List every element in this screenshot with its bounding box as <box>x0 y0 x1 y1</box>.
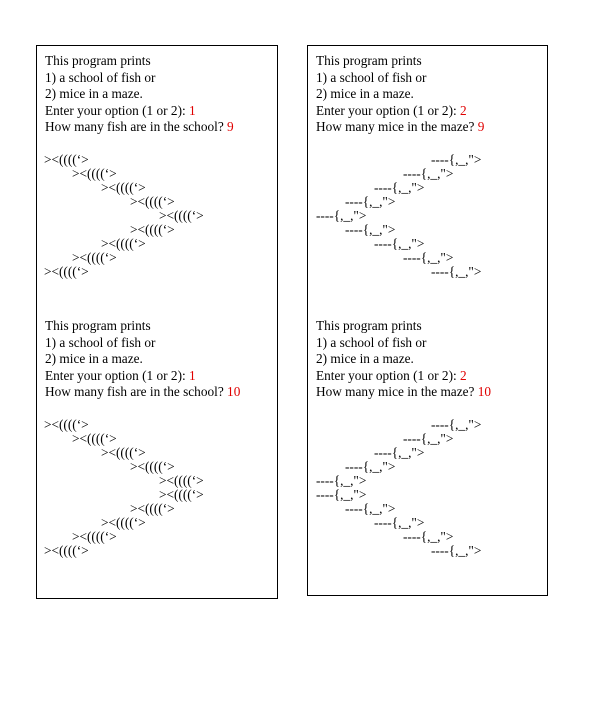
mice-run-10-text <box>316 318 543 401</box>
mouse-art: ----{,_,"> <box>316 487 367 502</box>
option-answer: 2 <box>460 367 467 383</box>
fish-art: ><((((‘> <box>159 473 204 488</box>
mouse-art: ----{,_,"> <box>345 459 396 474</box>
mouse-art: ----{,_,"> <box>403 166 454 181</box>
option-answer: 1 <box>189 102 196 118</box>
option-prompt-text: Enter your option (1 or 2): <box>45 102 190 118</box>
option-prompt-text: Enter your option (1 or 2): <box>45 367 190 383</box>
option-prompt-text: Enter your option (1 or 2): <box>316 367 461 383</box>
intro-line-2: 1) a school of fish or <box>316 69 427 85</box>
mouse-art: ----{,_,"> <box>345 194 396 209</box>
intro-line-3: 2) mice in a maze. <box>316 86 414 101</box>
fish-art: ><((((‘> <box>101 445 146 460</box>
mouse-art: ----{,_,"> <box>431 543 482 558</box>
count-prompt-text: How many fish are in the school? <box>45 384 228 399</box>
option-prompt <box>45 103 273 120</box>
mouse-art: ----{,_,"> <box>403 250 454 265</box>
fish-art: ><((((‘> <box>44 417 89 432</box>
option-answer: 1 <box>189 367 196 383</box>
intro-line-2: 1) a school of fish or <box>45 69 156 85</box>
fish-art: ><((((‘> <box>44 543 89 558</box>
fish-art: ><((((‘> <box>130 222 175 237</box>
count-answer: 9 <box>227 119 234 134</box>
count-prompt <box>45 119 273 136</box>
fish-art: ><((((‘> <box>72 166 117 181</box>
mouse-art: ----{,_,"> <box>316 473 367 488</box>
option-answer: 2 <box>460 102 467 118</box>
intro-line-1: This program prints <box>316 318 422 333</box>
option-prompt <box>45 368 273 385</box>
count-prompt <box>316 384 543 401</box>
count-prompt-text: How many fish are in the school? <box>45 119 228 134</box>
mouse-art: ----{,_,"> <box>431 152 482 167</box>
count-prompt-text: How many mice in the maze? <box>316 384 478 399</box>
fish-art: ><((((‘> <box>130 501 175 516</box>
intro-line-1: This program prints <box>45 53 151 68</box>
mice-output-panel <box>307 45 548 596</box>
fish-art: ><((((‘> <box>72 250 117 265</box>
mice-run-9-text <box>316 53 543 136</box>
fish-art: ><((((‘> <box>44 152 89 167</box>
mouse-art: ----{,_,"> <box>403 431 454 446</box>
mouse-art: ----{,_,"> <box>374 515 425 530</box>
fish-output-panel <box>36 45 278 599</box>
fish-art: ><((((‘> <box>130 194 175 209</box>
fish-run-10-text <box>45 318 273 401</box>
count-answer: 10 <box>227 384 241 399</box>
mouse-art: ----{,_,"> <box>374 236 425 251</box>
intro-line-1: This program prints <box>45 318 151 333</box>
mouse-art: ----{,_,"> <box>345 222 396 237</box>
count-prompt <box>316 119 543 136</box>
fish-art: ><((((‘> <box>72 431 117 446</box>
mouse-art: ----{,_,"> <box>431 417 482 432</box>
intro-line-2: 1) a school of fish or <box>316 334 427 350</box>
intro-line-3: 2) mice in a maze. <box>316 351 414 366</box>
intro-line-1: This program prints <box>316 53 422 68</box>
count-prompt <box>45 384 273 401</box>
option-prompt-text: Enter your option (1 or 2): <box>316 102 461 118</box>
fish-run-9-text <box>45 53 273 136</box>
count-answer: 10 <box>477 384 492 399</box>
intro-line-3: 2) mice in a maze. <box>45 351 143 366</box>
mouse-art: ----{,_,"> <box>431 264 482 279</box>
mouse-art: ----{,_,"> <box>374 180 425 195</box>
fish-art: ><((((‘> <box>44 264 89 279</box>
count-answer: 9 <box>477 119 485 134</box>
option-prompt <box>316 368 543 385</box>
mouse-art: ----{,_,"> <box>374 445 425 460</box>
mouse-art: ----{,_,"> <box>403 529 454 544</box>
count-prompt-text: How many mice in the maze? <box>316 119 478 134</box>
mouse-art: ----{,_,"> <box>316 208 367 223</box>
fish-art: ><((((‘> <box>101 180 146 195</box>
fish-art: ><((((‘> <box>159 208 204 223</box>
option-prompt <box>316 103 543 120</box>
fish-art: ><((((‘> <box>72 529 117 544</box>
fish-art: ><((((‘> <box>159 487 204 502</box>
fish-art: ><((((‘> <box>101 515 146 530</box>
fish-art: ><((((‘> <box>130 459 175 474</box>
intro-line-2: 1) a school of fish or <box>45 334 156 350</box>
fish-art: ><((((‘> <box>101 236 146 251</box>
mouse-art: ----{,_,"> <box>345 501 396 516</box>
intro-line-3: 2) mice in a maze. <box>45 86 143 101</box>
